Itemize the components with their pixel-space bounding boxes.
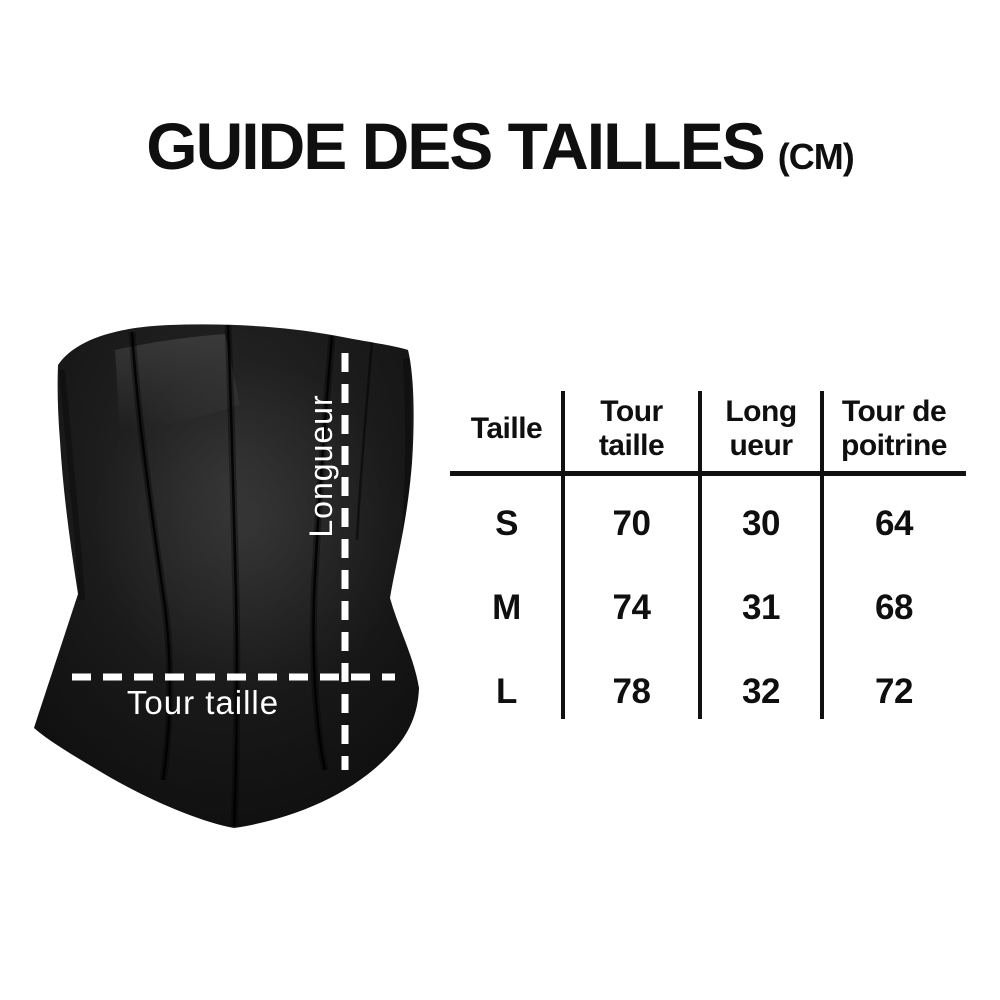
column-divider [698,391,702,719]
column-header-line: Tour de [841,394,947,428]
column-header-line: ueur [729,429,793,462]
cell-l-longueur: 32 [742,672,780,711]
column-header-line: Tour [600,394,663,428]
column-header-tour-taille [563,385,700,473]
page-title-unit: (CM) [777,136,854,177]
cell-m-tour-poitrine: 68 [875,588,913,627]
header-rule [450,471,966,476]
cell-l-tour-poitrine: 72 [875,672,913,711]
column-divider [820,391,824,719]
cell-l-tour-taille: 78 [612,672,651,711]
cell-size-s: S [495,504,518,543]
size-table [450,385,966,725]
column-divider [561,391,565,719]
column-header-line: poitrine [841,429,947,462]
corset-diagram [20,300,460,880]
column-header-line: Long [725,394,797,428]
column-header-tour-de-poitrine [822,385,966,473]
column-header-line: Taille [470,411,543,445]
cell-s-tour-taille: 70 [612,504,651,543]
cell-s-tour-poitrine: 64 [875,504,913,543]
page-title-text: GUIDE DES TAILLES [146,109,764,183]
cell-m-tour-taille: 74 [612,588,651,627]
length-label: Longueur [303,394,339,538]
page-title [0,109,1000,183]
waist-label: Tour taille [126,684,280,721]
column-header-line: taille [598,429,665,462]
cell-size-l: L [496,672,517,711]
cell-size-m: M [492,588,521,627]
column-header-longueur [700,385,822,473]
column-header-taille [450,385,563,473]
cell-m-longueur: 31 [742,588,780,627]
corset-illustration [20,300,460,880]
cell-s-longueur: 30 [742,504,780,543]
